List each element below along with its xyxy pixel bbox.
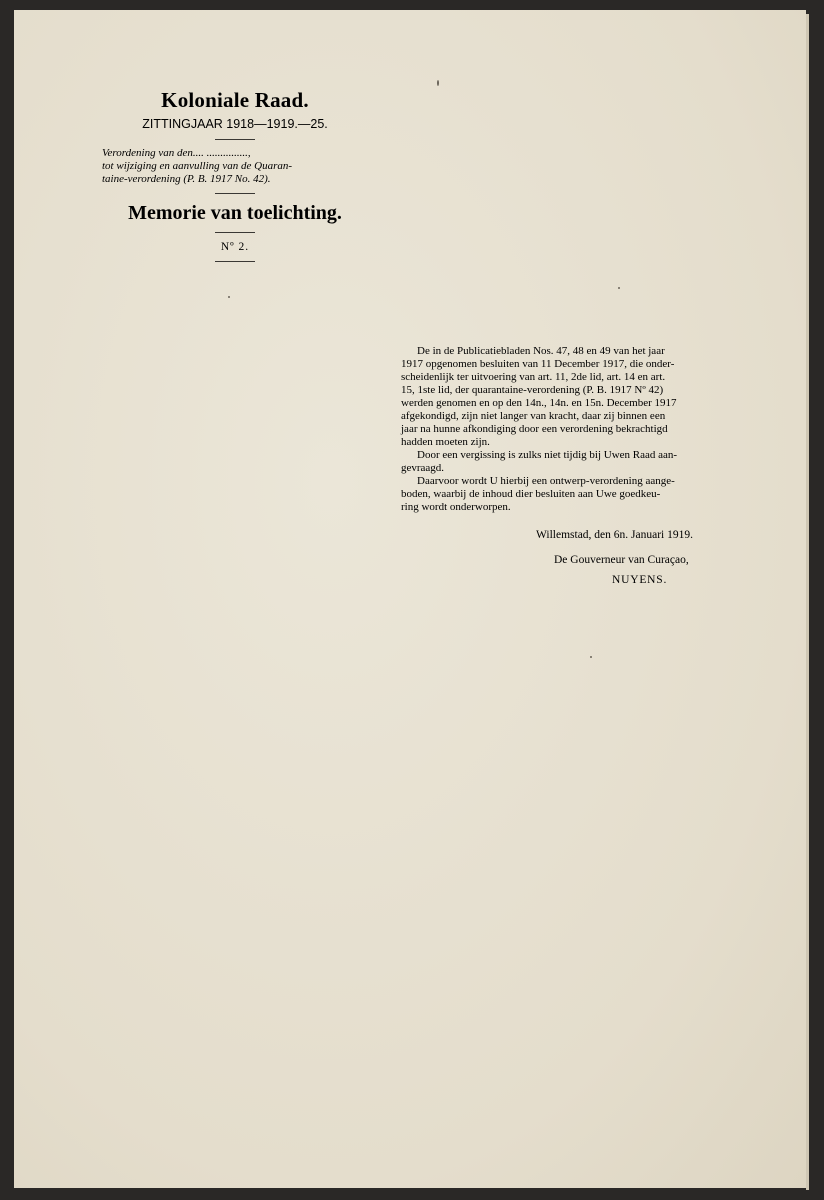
- paper-speck: [228, 296, 230, 298]
- body-line: gevraagd.: [401, 462, 445, 474]
- divider: [215, 193, 255, 194]
- session-line: ZITTINGJAAR 1918—1919.—25.: [142, 117, 328, 131]
- body-line: ring wordt onderworpen.: [401, 501, 511, 513]
- place-date: Willemstad, den 6n. Januari 1919.: [536, 529, 693, 541]
- document-number: Nº 2.: [220, 241, 250, 253]
- body-line: afgekondigd, zijn niet langer van kracht, daar zij binnen een: [401, 410, 666, 422]
- paper-speck: [590, 656, 592, 658]
- ordinance-line: Verordening van den.... ...............,: [102, 147, 251, 159]
- signatory-name: NUYENS.: [612, 574, 668, 586]
- divider: [215, 261, 255, 262]
- body-line: 15, 1ste lid, der quarantaine-verordening (P. B. 1917 Nº 42): [401, 384, 664, 396]
- council-title: Koloniale Raad.: [161, 88, 309, 112]
- body-line: 1917 opgenomen besluiten van 11 December 1917, die onder-: [401, 358, 675, 370]
- paper-speck: [618, 287, 620, 289]
- divider: [215, 232, 255, 233]
- document-header: [100, 88, 370, 269]
- body-line: Daarvoor wordt U hierbij een ontwerp-verordening aange-: [417, 475, 675, 487]
- body-line: De in de Publicatiebladen Nos. 47, 48 en 49 van het jaar: [417, 345, 665, 357]
- body-line: scheidenlijk ter uitvoering van art. 11, 2de lid, art. 14 en art.: [401, 371, 666, 383]
- page-edge: [806, 14, 809, 1190]
- body-line: werden genomen en op den 14n., 14n. en 15n. December 1917: [401, 397, 677, 409]
- memo-body: [401, 345, 777, 514]
- ordinance-description: [102, 147, 368, 186]
- memo-title: Memorie van toelichting.: [128, 202, 342, 224]
- body-line: boden, waarbij de inhoud dier besluiten aan Uwe goedkeu-: [401, 488, 661, 500]
- divider: [215, 139, 255, 140]
- ordinance-line: tot wijziging en aanvulling van de Quaran-: [102, 160, 293, 172]
- ordinance-line: taine-verordening (P. B. 1917 No. 42).: [102, 173, 271, 185]
- signatory-role: De Gouverneur van Curaçao,: [554, 554, 689, 566]
- paper-speck: [437, 80, 439, 86]
- body-line: jaar na hunne afkondiging door een verordening bekrachtigd: [401, 423, 668, 435]
- body-line: hadden moeten zijn.: [401, 436, 490, 448]
- body-line: Door een vergissing is zulks niet tijdig bij Uwen Raad aan-: [417, 449, 678, 461]
